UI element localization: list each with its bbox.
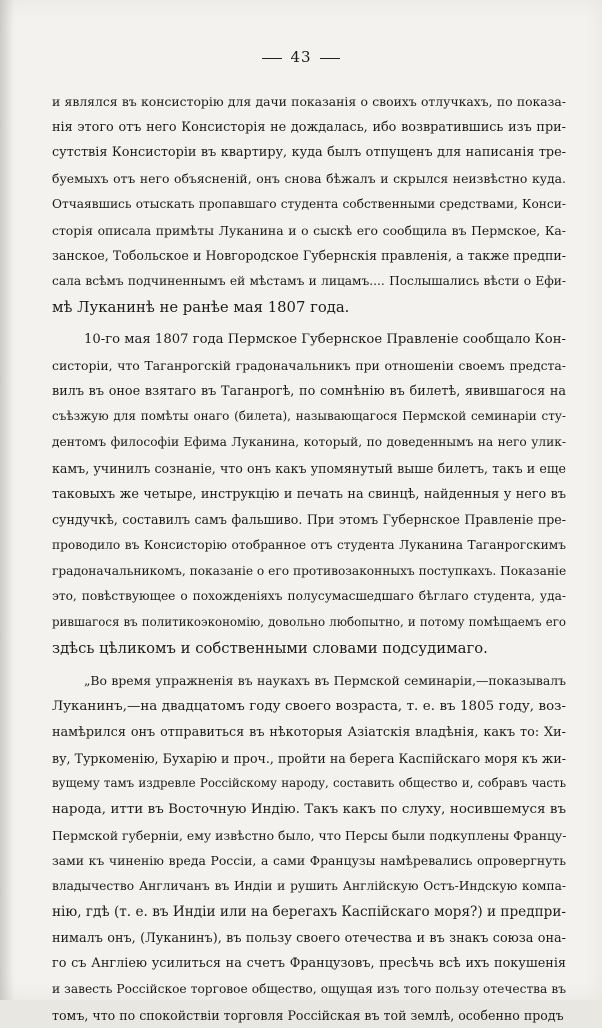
text-line: сторія описала примѣты Луканина и о сыскѣ его сообщила въ Пермское, Ка- (52, 222, 566, 238)
text-line: рившагося въ политикоэкономію, довольно любопытно, и потому помѣщаемъ его (52, 615, 566, 630)
text-line: сундучкѣ, составилъ самъ фальшиво. При этомъ Губернское Правленіе пре- (52, 512, 566, 528)
binding-shadow (0, 0, 14, 1000)
text-line: мѣ Луканинѣ не ранѣе мая 1807 года. (52, 298, 350, 316)
text-line: это, повѣствующее о похожденіяхъ полусумасшедшаго бѣглаго студента, уда- (52, 589, 566, 604)
page-body-text (52, 89, 566, 1028)
paragraph (52, 89, 566, 320)
paragraph (52, 327, 566, 661)
text-line: вущему тамъ издревле Россійскому народу, составить общество и, собравъ часть (52, 776, 566, 791)
text-line: народа, итти въ Восточную Индію. Такъ какъ по слуху, носившемуся въ (52, 801, 566, 817)
page-number-header (0, 48, 602, 66)
text-line: и завесть Россійское торговое общество, ощущая изъ того пользу отечества въ (52, 981, 566, 996)
text-line: го съ Англіею усилиться на счетъ Французовъ, пресѣчь всѣ ихъ покушенія (52, 956, 566, 972)
text-line: таковыхъ же четыре, инструкцію и печать на свинцѣ, найденныя у него въ (52, 486, 566, 502)
text-line: съѣзжую для помѣты онаго (билета), называющагося Пермской семинаріи сту- (52, 409, 566, 424)
header-dash-right (320, 58, 340, 59)
text-line: нія этого отъ него Консисторія не дождалась, ибо возвратившись изъ при- (52, 119, 566, 135)
text-line: занское, Тобольское и Новгородское Губернскія правленія, а также предпи- (52, 248, 566, 264)
text-line: нію, гдѣ (т. е. въ Индіи или на берегахъ Каспійскаго моря?) и предпри- (52, 903, 566, 920)
text-line: здѣсь цѣликомъ и собственными словами подсудимаго. (52, 639, 488, 657)
text-line: проводило въ Консисторію отобранное отъ студента Луканина Таганрогскимъ (52, 537, 566, 552)
text-line: систоріи, что Таганрогскій градоначальникъ при отношеніи своемъ предста- (52, 358, 566, 374)
text-line: Отчаявшись отыскать пропавшаго студента собственными средствами, Конси- (52, 196, 566, 211)
text-line: „Во время упражненія въ наукахъ въ Пермской семинаріи,—показывалъ (84, 673, 566, 689)
paragraph (52, 668, 566, 1028)
text-line: нималъ онъ, (Луканинъ), въ пользу своего отечества и въ знакъ союза она- (52, 930, 566, 946)
header-dash-left (262, 58, 282, 59)
text-line: сутствія Консисторіи въ квартиру, куда былъ отпущенъ для написанія тре- (52, 145, 566, 161)
text-line: владычество Англичанъ въ Индіи и рушить Англійскую Остъ-Индскую компа- (52, 879, 566, 894)
text-line: градоначальникомъ, показаніе о его противозаконныхъ поступкахъ. Показаніе (52, 563, 567, 578)
text-line: камъ, учинилъ сознаніе, что онъ какъ упомянутый выше билетъ, такъ и еще (52, 460, 566, 476)
text-line: Луканинъ,—на двадцатомъ году своего возраста, т. е. въ 1805 году, воз- (52, 699, 566, 715)
text-line: томъ, что по спокойствіи торговля Россійская въ той землѣ, особенно продъ (52, 1007, 564, 1023)
text-line: намѣрился онъ отправиться въ нѣкоторыя Азіатскія владѣнія, какъ то: Хи- (52, 724, 566, 740)
text-line: зами къ чиненію вреда Россіи, а сами Французы намѣревались опровергнуть (52, 853, 566, 869)
text-line: 10-го мая 1807 года Пермское Губернское Правленіе сообщало Кон- (84, 332, 566, 348)
text-line: вилъ въ оное взятаго въ Таганрогѣ, по сомнѣнію въ билетѣ, явившагося на (52, 383, 566, 399)
text-line: сала всѣмъ подчиненнымъ ей мѣстамъ и лицамъ.... Послышались вѣсти о Ефи- (52, 273, 566, 288)
text-line: и являлся въ консисторію для дачи показанія о своихъ отлучкахъ, по показа- (52, 94, 566, 109)
text-line: ву, Туркоменію, Бухарію и проч., пройти на берега Каспійскаго моря къ жи- (52, 750, 566, 766)
text-line: буемыхъ отъ него объясненій, онъ снова бѣжалъ и скрылся неизвѣстно куда. (52, 171, 566, 187)
text-line: дентомъ философіи Ефима Луканина, который, по доведеннымъ на него улик- (52, 435, 566, 450)
page-number: 43 (290, 48, 312, 66)
text-line: Пермской губерніи, ему извѣстно было, что Персы были подкуплены Францу- (52, 827, 567, 843)
